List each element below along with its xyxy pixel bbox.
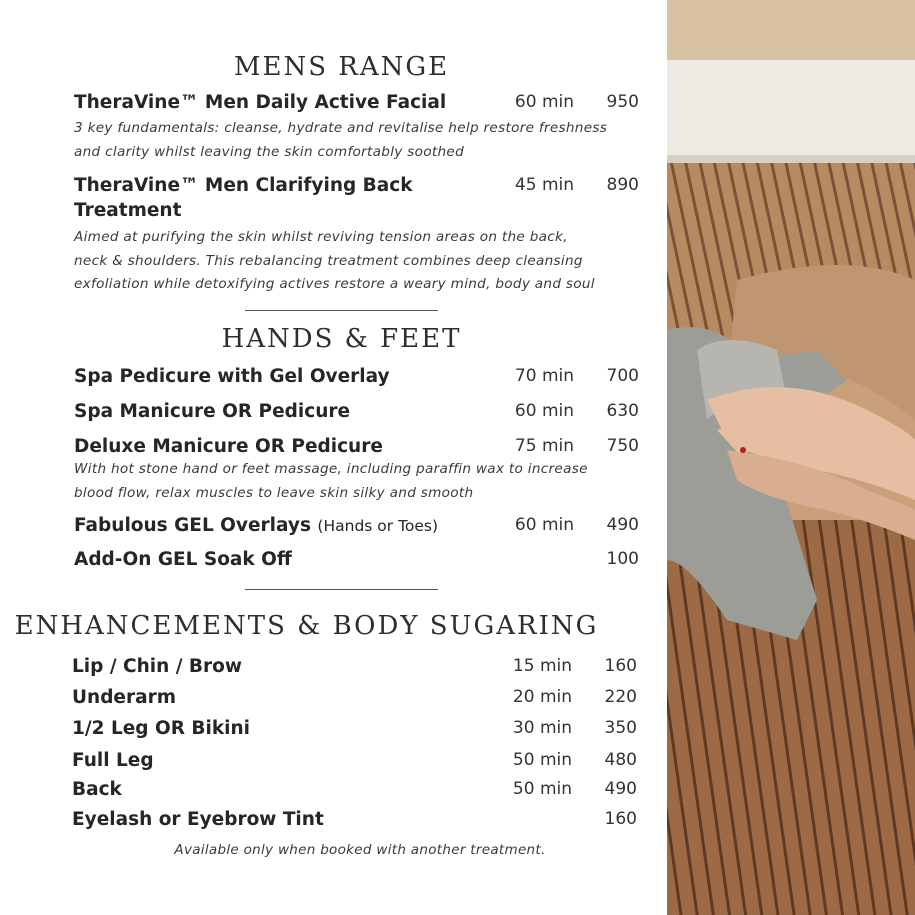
item-name: Spa Pedicure with Gel Overlay — [74, 366, 390, 387]
item-description — [74, 117, 607, 164]
item-price: 160 — [604, 809, 637, 829]
item-name: Spa Manicure OR Pedicure — [74, 401, 351, 422]
item-duration: 50 min — [512, 779, 572, 799]
item-duration: 70 min — [514, 366, 574, 386]
desc-line: With hot stone hand or feet massage, including paraffin wax to increase — [74, 461, 588, 477]
section-title-mens: MENS RANGE — [233, 52, 450, 82]
item-name-line: TheraVine™ Men Clarifying Back — [74, 175, 413, 196]
item-price: 160 — [604, 656, 637, 676]
section-title-enhancements: ENHANCEMENTS & BODY SUGARING — [14, 611, 599, 641]
item-name: 1/2 Leg OR Bikini — [72, 718, 250, 739]
item-name: Full Leg — [72, 750, 154, 771]
section-divider — [245, 589, 438, 590]
item-price: 750 — [606, 436, 639, 456]
desc-line: 3 key fundamentals: cleanse, hydrate and revitalise help restore freshness — [74, 120, 608, 136]
section-divider — [245, 310, 438, 311]
desc-line: Aimed at purifying the skin whilst reviving tension areas on the back, — [74, 229, 568, 245]
item-duration: 50 min — [512, 750, 572, 770]
item-duration: 30 min — [512, 718, 572, 738]
item-price: 490 — [604, 779, 637, 799]
item-duration: 20 min — [512, 687, 572, 707]
item-name — [74, 175, 413, 221]
item-duration: 60 min — [514, 92, 574, 112]
item-price: 630 — [606, 401, 639, 421]
item-duration: 60 min — [514, 401, 574, 421]
item-price: 480 — [604, 750, 637, 770]
item-name-line: Treatment — [74, 200, 182, 221]
item-name-qualifier: (Hands or Toes) — [317, 517, 439, 535]
item-name: Lip / Chin / Brow — [72, 656, 242, 677]
item-duration: 75 min — [514, 436, 574, 456]
item-price: 350 — [604, 718, 637, 738]
item-description — [74, 226, 595, 297]
item-price: 890 — [606, 175, 639, 195]
item-name: Deluxe Manicure OR Pedicure — [74, 436, 383, 457]
photo-illustration — [667, 0, 915, 915]
item-price: 700 — [606, 366, 639, 386]
desc-line: neck & shoulders. This rebalancing treatment combines deep cleansing — [74, 252, 583, 269]
item-price: 100 — [606, 549, 639, 569]
desc-line: blood flow, relax muscles to leave skin silky and smooth — [74, 484, 474, 501]
item-duration: 60 min — [514, 515, 574, 535]
item-name-text: Fabulous GEL Overlays — [74, 515, 311, 536]
spa-photo — [667, 0, 915, 915]
item-name: Add-On GEL Soak Off — [74, 549, 292, 570]
section-title-hands-feet: HANDS & FEET — [221, 324, 462, 354]
item-name: Back — [72, 779, 122, 800]
item-name: TheraVine™ Men Daily Active Facial — [74, 92, 447, 113]
item-price: 490 — [606, 515, 639, 535]
desc-line: and clarity whilst leaving the skin comfortably soothed — [74, 143, 465, 160]
item-duration: 15 min — [512, 656, 572, 676]
item-name: Eyelash or Eyebrow Tint — [72, 809, 324, 830]
item-duration: 45 min — [514, 175, 574, 195]
item-description — [74, 458, 588, 505]
item-price: 950 — [606, 92, 639, 112]
item-name: Underarm — [72, 687, 176, 708]
item-price: 220 — [604, 687, 637, 707]
item-name — [74, 515, 438, 536]
desc-line: exfoliation while detoxifying actives restore a weary mind, body and soul — [74, 276, 595, 292]
footnote: Available only when booked with another treatment. — [174, 842, 546, 858]
